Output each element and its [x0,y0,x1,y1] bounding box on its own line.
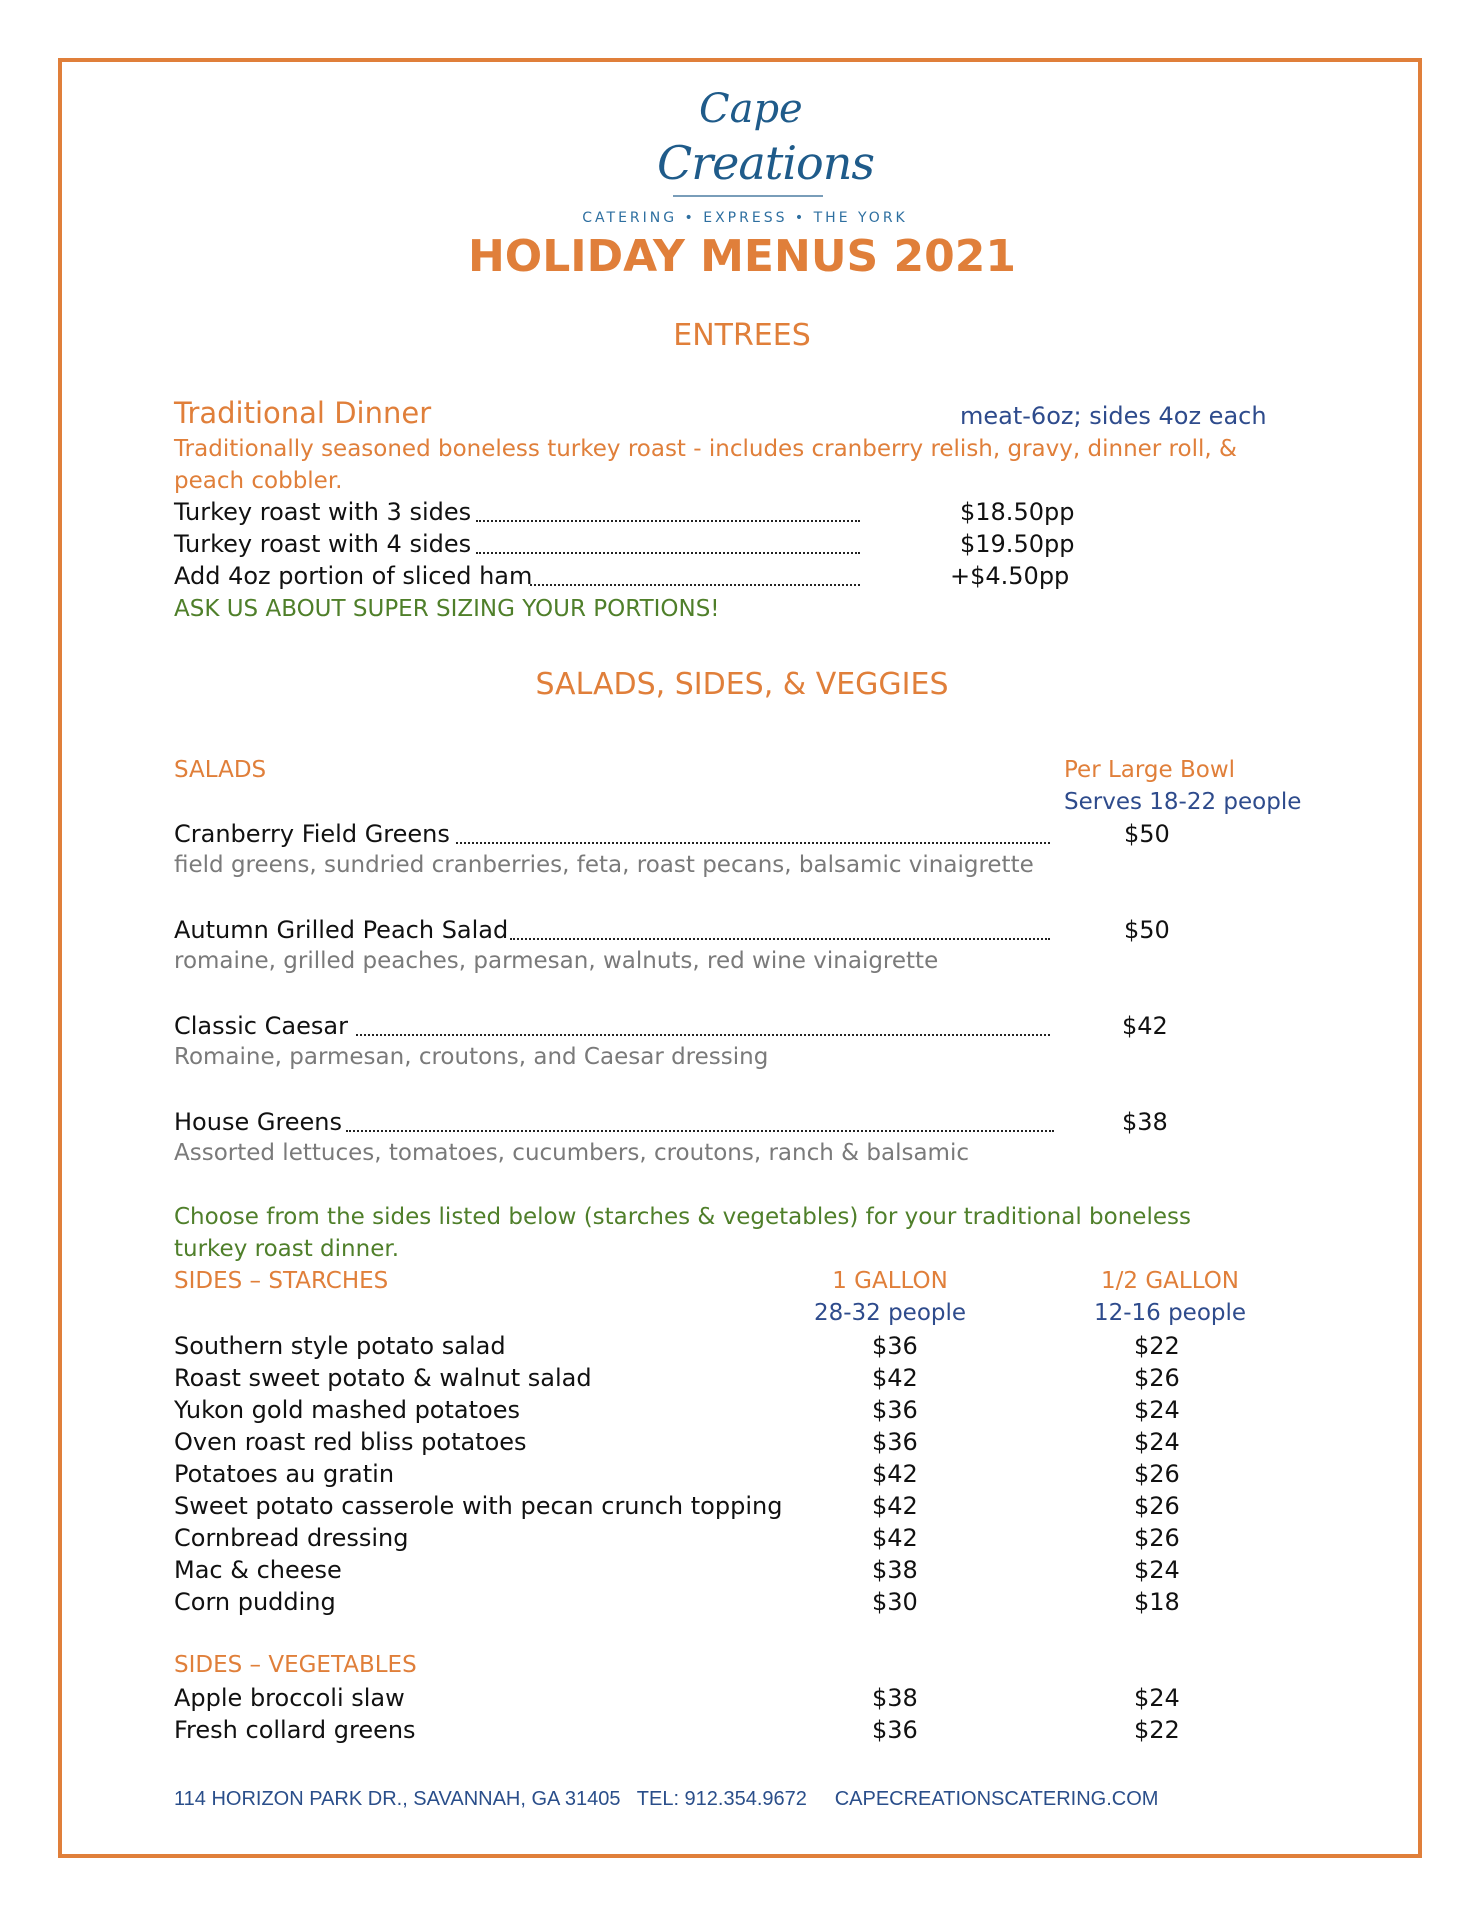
salad-name: Classic Caesar [174,1012,348,1040]
side-item-half-gallon-price: $26 [1134,1460,1180,1488]
gallon-column-serves: 28-32 people [813,1300,967,1326]
logo-word-cape: Cape [699,86,803,132]
footer-phone: TEL: 912.354.9672 [636,1788,807,1810]
salad-price: $42 [1122,1012,1168,1040]
side-item-half-gallon-price: $26 [1134,1492,1180,1520]
side-item-name: Sweet potato casserole with pecan crunch topping [174,1492,783,1520]
leader-dots [346,1130,1054,1132]
portion-note: meat-6oz; sides 4oz each [960,402,1267,430]
starches-label: SIDES – STARCHES [174,1268,389,1294]
side-item-gallon-price: $36 [872,1396,918,1424]
entrees-heading: ENTREES [673,318,811,353]
side-item-gallon-price: $42 [872,1364,918,1392]
logo-tagline: CATERING • EXPRESS • THE YORK [582,210,908,226]
side-item-gallon-price: $36 [872,1332,918,1360]
side-item-name: Corn pudding [174,1588,336,1616]
side-item-half-gallon-price: $24 [1134,1428,1180,1456]
traditional-description-line1: Traditionally seasoned boneless turkey roast - includes cranberry relish, gravy, dinner roll, & [174,436,1237,462]
logo-word-creations: Creations [657,136,874,190]
salad-price: $50 [1124,820,1170,848]
side-item-gallon-price: $38 [872,1556,918,1584]
side-item-gallon-price: $42 [872,1524,918,1552]
salad-price: $50 [1124,916,1170,944]
side-item-name: Cornbread dressing [174,1524,409,1552]
bowl-label: Per Large Bowl [1064,757,1236,783]
side-item-gallon-price: $42 [872,1492,918,1520]
leader-dots [530,584,860,586]
salad-price: $38 [1122,1108,1168,1136]
entree-item-price: $19.50pp [960,530,1075,558]
leader-dots [510,938,1050,940]
super-size-promo: ASK US ABOUT SUPER SIZING YOUR PORTIONS! [174,596,720,622]
side-item-gallon-price: $36 [872,1716,918,1744]
cape-creations-logo [655,82,874,202]
traditional-description-line2: peach cobbler. [174,468,343,494]
side-item-name: Southern style potato salad [174,1332,506,1360]
side-item-half-gallon-price: $26 [1134,1364,1180,1392]
leader-dots [456,842,1050,844]
salads-sides-veggies-heading: SALADS, SIDES, & VEGGIES [535,667,949,702]
footer-spacer [620,1788,636,1810]
gallon-column-header: 1 GALLON [832,1268,948,1294]
bowl-serves: Serves 18-22 people [1064,789,1302,815]
footer-address: 114 HORIZON PARK DR., SAVANNAH, GA 31405 [174,1788,621,1810]
side-item-half-gallon-price: $18 [1134,1588,1180,1616]
sides-note-line2: turkey roast dinner. [174,1236,400,1262]
vegetables-label: SIDES – VEGETABLES [174,1652,417,1678]
salad-name: Cranberry Field Greens [174,820,450,848]
entree-item-name: Turkey roast with 3 sides [174,498,472,526]
side-item-name: Yukon gold mashed potatoes [174,1396,520,1424]
side-item-name: Oven roast red bliss potatoes [174,1428,527,1456]
side-item-half-gallon-price: $22 [1134,1716,1180,1744]
footer-contact [174,1788,1158,1811]
salad-description: Romaine, parmesan, croutons, and Caesar dressing [174,1044,769,1070]
side-item-half-gallon-price: $24 [1134,1556,1180,1584]
salad-name: House Greens [174,1108,343,1136]
side-item-half-gallon-price: $24 [1134,1684,1180,1712]
side-item-half-gallon-price: $22 [1134,1332,1180,1360]
leader-dots [476,520,860,522]
side-item-half-gallon-price: $24 [1134,1396,1180,1424]
salad-description: Assorted lettuces, tomatoes, cucumbers, croutons, ranch & balsamic [174,1140,969,1166]
entree-item-price: +$4.50pp [950,562,1070,590]
side-item-name: Apple broccoli slaw [174,1684,405,1712]
salad-name: Autumn Grilled Peach Salad [174,916,509,944]
side-item-gallon-price: $30 [872,1588,918,1616]
salad-description: romaine, grilled peaches, parmesan, walnuts, red wine vinaigrette [174,948,939,974]
entree-item-name: Turkey roast with 4 sides [174,530,472,558]
side-item-name: Potatoes au gratin [174,1460,395,1488]
footer-spacer [807,1788,835,1810]
side-item-name: Mac & cheese [174,1556,342,1584]
entree-item-price: $18.50pp [960,498,1075,526]
leader-dots [356,1034,1050,1036]
side-item-gallon-price: $36 [872,1428,918,1456]
half-gallon-column-serves: 12-16 people [1093,1300,1247,1326]
side-item-gallon-price: $38 [872,1684,918,1712]
traditional-dinner-title: Traditional Dinner [174,396,432,430]
side-item-half-gallon-price: $26 [1134,1524,1180,1552]
side-item-gallon-price: $42 [872,1460,918,1488]
salads-label: SALADS [174,757,267,783]
side-item-name: Fresh collard greens [174,1716,416,1744]
leader-dots [476,552,860,554]
side-item-name: Roast sweet potato & walnut salad [174,1364,592,1392]
page-title: HOLIDAY MENUS 2021 [467,231,1017,282]
sides-note-line1: Choose from the sides listed below (starches & vegetables) for your traditional boneless [174,1204,1191,1230]
salad-description: field greens, sundried cranberries, feta, roast pecans, balsamic vinaigrette [174,852,1034,878]
logo-underline [673,195,823,197]
half-gallon-column-header: 1/2 GALLON [1101,1268,1239,1294]
footer-website[interactable]: CAPECREATIONSCATERING.COM [834,1788,1159,1810]
entree-item-name: Add 4oz portion of sliced ham [174,562,533,590]
